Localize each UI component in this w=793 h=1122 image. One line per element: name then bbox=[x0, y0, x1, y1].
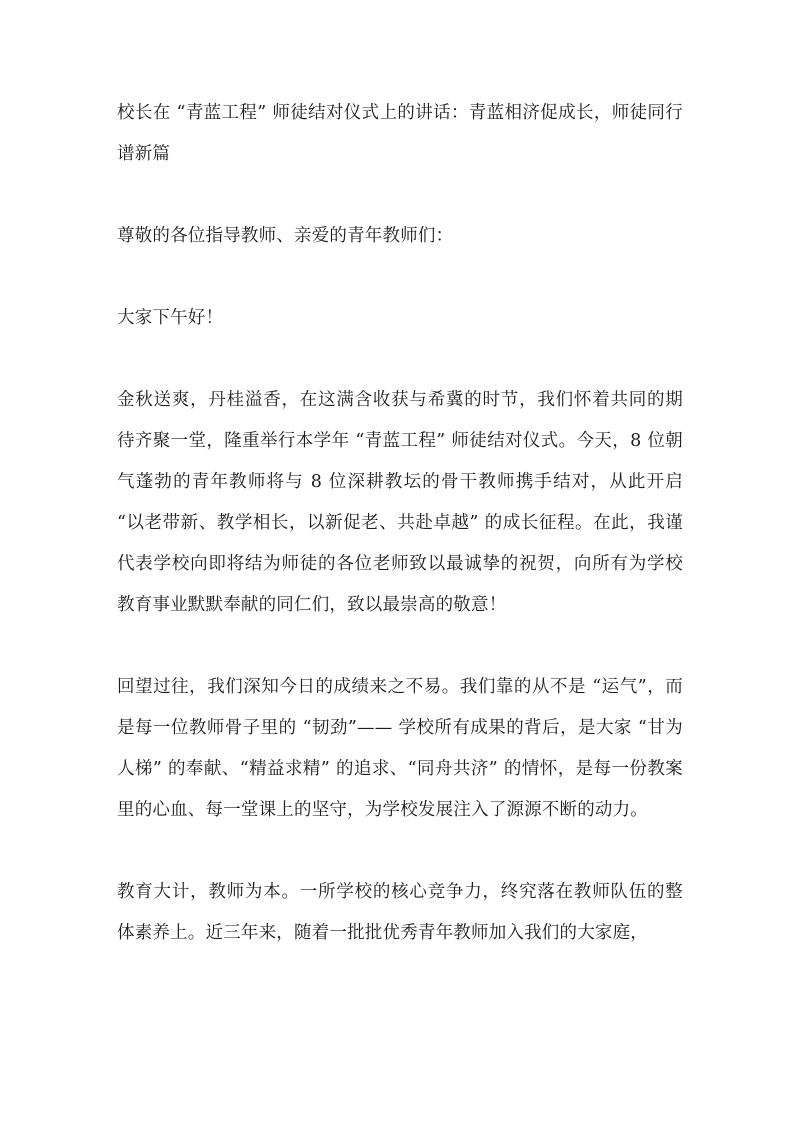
body-paragraph-3: 教育大计，教师为本。一所学校的核心竞争力，终究落在教师队伍的整体素养上。近三年来，随着一批批优秀青年教师加入我们的大家庭， bbox=[117, 882, 683, 943]
document-title: 校长在 “青蓝工程” 师徒结对仪式上的讲话：青蓝相济促成长，师徒同行谱新篇 bbox=[117, 103, 683, 164]
salutation-line: 尊敬的各位指导教师、亲爱的青年教师们： bbox=[117, 226, 454, 246]
greeting-line: 大家下午好！ bbox=[117, 308, 224, 328]
body-paragraph-1: 金秋送爽，丹桂溢香，在这满含收获与希冀的时节，我们怀着共同的期待齐聚一堂，隆重举行本学年 “青蓝工程” 师徒结对仪式。今天，8 位朝气蓬勃的青年教师将与 8 位深耕教坛的骨干教师携手结对，从此开启 “以老带新、教学相长，以新促老、共赴卓越” 的成长征程。在此，我谨代表学校向即将结为师徒的各位老师致以最诚挚的祝贺，向所有为学校教育事业默默奉献的同仁们，致以最崇高的敬意！ bbox=[117, 390, 683, 615]
document-text-body bbox=[117, 93, 683, 954]
body-paragraph-2: 回望过往，我们深知今日的成绩来之不易。我们靠的从不是 “运气”，而是每一位教师骨子里的 “韧劲”—— 学校所有成果的背后，是大家 “甘为人梯” 的奉献、“精益求精” 的追求、“同舟共济” 的情怀，是每一份教案里的心血、每一堂课上的坚守，为学校发展注入了源源不断的动力。 bbox=[117, 677, 683, 820]
